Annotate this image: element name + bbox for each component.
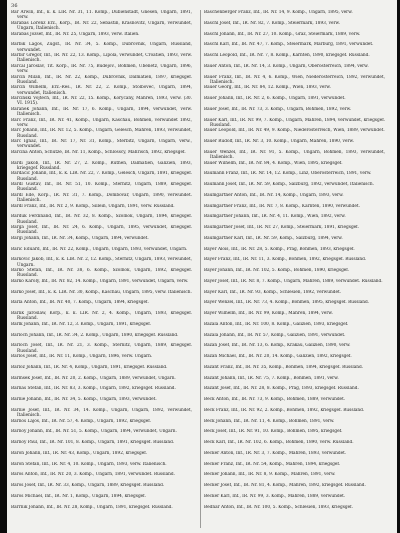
list-entry: Bauer Rudolf, Inf., IR. Nr. 3, 10. Komp., Ungarn, Mähren, 1890, verw.: [204, 139, 354, 144]
list-entry: Bar Arwin, Inf., k. k. LIR. Nr. 31, 11. Komp., Dubienstadt, Gnesen, Ungarn, 1891, verw.: [11, 10, 192, 21]
list-entry: Bazan Michael, Inf., IR. Nr. 20, 14. Komp., Galizien, 1892, kriegsgef.: [204, 354, 352, 359]
list-entry: Barmsek Josef, Inf., IR. Nr. 20, 2. Komp., Ungarn, 1889, verwundet, Ungarn.: [11, 375, 176, 381]
list-entry: Beck Anton, Inf., IR. Nr. 73, 9. Komp., Böhmen, 1889, verwundet.: [204, 397, 346, 402]
list-entry: Bardl Franz, Inf., IR. Nr. 2, 9. Komp., Sillein, Ungarn, 1891, verw. Russland.: [11, 203, 175, 209]
list-entry: Barkó Stefan, Inf., IR. Nr. 38, 6. Komp., Szolnok, Ungarn, 1892, kriegsgef. Russland.: [11, 268, 192, 279]
list-entry: Baschl Karl, Inf., IR. Nr. 47, 7. Komp., Steiermark, Marburg, 1891, verwundet.: [204, 42, 374, 48]
list-entry: Baumgartner Franz, Inf., IR. Nr. 7, 8. Komp., Kärnten, 1890, verwundet.: [204, 203, 360, 209]
list-entry: Barič Eduard, Inf., IR. Nr. 22, Komp., Ungarn, Ungarn, 1893, verwundet, Ungarn.: [11, 246, 188, 252]
list-entry: Barnie Josef, Inf., IR. Nr. 34, 14. Komp., Ungarn, Ungarn, 1892, verwundet, Italienisch.: [11, 407, 192, 419]
list-entry: Barčina Anton, Schütze, IR. Nr. 11, Komp., Schlosscy, Mährisch, 1892, kriegsgef.: [11, 149, 186, 155]
list-entry: Becker Franz, Inf., IR. Nr. 54, Komp., Mähren, 1894, kriegsgef.: [204, 461, 341, 467]
list-entry: Bauer Wenzel, Inf., IR. Nr. 91, 5. Komp., Ungarn, Böhmen, 1893, verwundet, Italienisch.: [204, 149, 385, 161]
list-entry: Barnie Johann, Inf., IR. Nr. 34, 5. Komp., Ungarn, 1893, verwundet.: [11, 397, 157, 402]
list-entry: Bauer Leopold, Inf., IR. Nr. 49, 9. Komp., Niederösterreich, Wien, 1889, verwundet.: [204, 128, 385, 134]
list-entry: Baumgartner Josef, Inf., IR. Nr. 27, Komp., Steiermark, 1891, kriegsgef.: [204, 225, 359, 230]
list-entry: Baumann Franz, Inf., IR. Nr. 14, 12. Komp., Linz, Oberösterreich, 1891, verw.: [204, 171, 372, 177]
list-entry: Bayer Johann, Inf., IR. Nr. 102, 5. Komp., Böhmen, 1890, kriegsgef.: [204, 268, 350, 273]
list-entry: Beck Johann, Inf., IR. Nr. 11, 4. Komp., Böhmen, 1891, verw.: [204, 418, 335, 424]
page-number: 36: [11, 3, 18, 9]
list-entry: Baschl Leopold, Inf., IR. Nr. 7, 8. Komp., Kärnten, 1890, kriegsgef. Russland.: [204, 53, 370, 58]
list-entry: Barlos Josef, Inf., IR. Nr. 11, Komp., Ungarn, 1896, verw. Ungarn.: [11, 354, 153, 359]
list-entry: Barloch Johann, Inf., IR. Nr. 34, 2. Komp., Ungarn, 1890, kriegsgef. Russland.: [11, 332, 179, 338]
list-entry: Beck Josef, Inf., IR. Nr. 91, 10. Komp., Böhmen, 1895, kriegsgef.: [204, 429, 343, 435]
list-entry: Baroš Anton, Inf., IR. Nr. 20, 3. Komp., Ungarn, 1891, verwundet. Russland.: [11, 472, 175, 478]
list-entry: Barduk Ferdinand, Inf., IR. Nr. 32, 8. Komp., Szolnok, Ungarn, 1894, kriegsgef. Russland.: [11, 214, 192, 225]
list-entry: Becker Josef, Inf., IR. Nr. 81, 4. Komp., Mähren, 1892, kriegsgef. Russland.: [204, 483, 366, 488]
list-entry: Bärč Ignaz, Inf., IR. Nr. 17, Nr. 31, Komp., Sterbitz, Ungarn, Ungarn, verw., verwundet.: [11, 139, 192, 150]
list-entry: Barrnik Johann, Inf., IR. Nr. 28, Komp., Ungarn, 1891, kriegsgef. Russland.: [11, 504, 173, 510]
list-entry: Bardl Gustav, Inf., IR. Nr. 51, 10. Komp., Sternitz, Ungarn, 1889, kriegsgef. Russland.: [11, 182, 192, 193]
list-entry: Bargi Johann, Inf., IR. Nr. 34, Komp., Ungarn, 1894, verwundet.: [11, 235, 149, 241]
list-entry: Barčin Wilhelm, Erz.-Res., IR. Nr. 22, 2. Komp., Stolbovec, Ungarn, 1894, verwundet, Italienisch.: [11, 85, 192, 96]
list-entry: Bazant Josef, Inf., IR. Nr. 28, 8. Komp., Prag, 1893, kriegsgef. Russland.: [204, 386, 359, 392]
list-entry: Beck Franz, Inf., IR. Nr. 92, 2. Komp., Böhmen, 1892, kriegsgef. Russland.: [204, 407, 365, 413]
list-entry: Bayer Wenzel, Inf., IR. Nr. 73, 4. Komp., Böhmen, 1895, kriegsgef. Russland.: [204, 300, 370, 306]
list-entry: Bauer Franz, Inf., IR. Nr. 4, 6. Komp., Wien, Niederösterreich, 1892, verwundet, Italienisch.: [204, 74, 385, 85]
list-entry: Barkó Josef, Inf., k. k. LIR. Nr. 30, Komp., Kaschau, Ungarn, 1895, verw. Italienisch.: [11, 289, 192, 295]
list-entry: Bardi Jakob, Inf., IR. Nr. 27, 2. Komp., Ruthen, Dalmatien, Galizien, 1893, kriegsgef. Russland.: [11, 160, 192, 171]
list-entry: Baumgartner Anton, Inf., IR. Nr. 14, Komp., Ungarn, 1893, verw.: [204, 192, 344, 198]
list-entry: Baron Stefan, Inf., IR. Nr. 4, 10. Komp., Ungarn, 1893, verw. Italienisch.: [11, 461, 167, 467]
list-entry: Barlik Jaroslaw, Korp., k. k. LIR. Nr. 2, 4. Komp., Ungarn, 1893, kriegsgef. Russland.: [11, 311, 192, 322]
list-entry: Baroš Michael, Inf., IR. Nr. 1, Komp., Ungarn, 1894, kriegsgef.: [11, 493, 146, 499]
list-entry: Baumann Josef, Inf., IR. Nr. 59, Komp., Salzburg, 1892, verwundet, Italienisch.: [204, 182, 374, 187]
list-entry: Barbik Lagos, Zugsf., IR. Nr. 34, 5. Komp., Dubrovnik, Ungarn, Russland, verwundet.: [11, 42, 192, 53]
list-entry: Barnaš Stefan, Inf., IR. Nr. 83, 3. Komp., Ungarn, 1892, kriegsgef. Russland.: [11, 386, 176, 392]
list-entry: Bárlk Johann, Inf., IR. Nr. 12, 3. Komp., Ungarn, 1891, kriegsgef.: [11, 321, 152, 327]
list-entry: Bauer Anton, Inf., IR. Nr. 14, 3. Komp., Ungarn, Oberösterreich, 1894, verw.: [204, 63, 369, 69]
list-entry: Bärč Johann, Inf., IR. Nr. 12, 5. Komp., Ungarn, Gelesch, Mähren, 1893, verwundet, Russland.: [11, 128, 192, 139]
list-entry: Bardačič Johann, Inf., k. k. LIR. Nr. 22, 7. Komp., Gelesch, Ungarn, 1891, kriegsgef. Russland.: [11, 171, 192, 182]
list-entry: Baroš Josef, Inf., IR. Nr. 33, Komp., Ungarn, 1889, kriegsgef. Russland.: [11, 483, 165, 488]
list-entry: Barloch Josef, Inf., IR. Nr. 21, 3. Komp., Sternitz, Ungarn, 1889, kriegsgef. Russland.: [11, 343, 192, 354]
list-entry: Barnóy Paul, Inf., IR. Nr. 101, 8. Komp., Ungarn, 1891, kriegsgef. Russland.: [11, 440, 175, 445]
column-divider: [200, 10, 201, 528]
list-entry: Barcin Milan, Inf., IR. Nr. 22, Komp., Dubrovnik, Dalmatien, 1897, kriegsgef. Russland.: [11, 74, 192, 85]
list-entry: Barbir Gregor, Inf., IR. Nr. 22, 13. Komp., Lipola, verwundet, Croatien, 1893, verw. Italienisch.: [11, 53, 192, 64]
list-entry: Bazan Josef, Inf., IR. Nr. 13, 6. Komp., Krakau, Galizien, 1890, verw.: [204, 343, 351, 349]
list-entry: Bauer Johann, Inf., IR. Nr. 2, 6. Komp., Ungarn, 1891, verwundet.: [204, 96, 346, 101]
list-entry: Becker Anton, Inf., IR. Nr. 3, 7. Komp., Mähren, 1893, verwundet.: [204, 450, 347, 456]
list-entry: Bardl Ede, Korp., IR. Nr. 31, 7. Komp., Dombovar, Ungarn, 1890, verwundet. Italienisch.: [11, 192, 192, 204]
list-entry: Bazala Anton, Inf., IR. Nr. 100, 8. Komp., Galizien, 1893, kriegsgef.: [204, 321, 349, 327]
list-entry: Baumgartner Johann, Inf., IR. Nr. 4, 11. Komp., Wien, 1892, verw.: [204, 214, 346, 220]
list-entry: Barabás Lorenz Erz., Korp., IR. Nr. 22, Sebastin, Krasnovitz, Ungarn, verwundet, Ungarn, Italienisch.: [11, 20, 192, 32]
list-entry: Bazala Johann, Inf., IR. Nr. 57, Komp., Galizien, 1891, verwundet.: [204, 332, 346, 338]
list-entry: Baumgartner Karl, Inf., IR. Nr. 59, Komp., Salzburg, 1894, verw.: [204, 235, 343, 241]
list-entry: Barčal Jaroslav, Tit. Korp., IR. Nr. 75, Budějov., Böhmen, Ubenetz, Ungarn, 1896, verw.: [11, 63, 192, 75]
list-entry: Bayer Josef, Inf., IR. Nr. 8, 7. Komp., Ungarn, Mähren, 1889, verwundet. Russland.: [204, 278, 383, 284]
list-entry: Baron Johann, Inf., IR. Nr. 43, Komp., Ungarn, 1892, kriegsgef.: [11, 450, 147, 456]
list-entry: Bednar Anton, Inf., IR. Nr. 100, 5. Komp., Schlesien, 1893, kriegsgef.: [204, 504, 353, 510]
list-entry: Baschenberger Franz, Inf., IR. Nr. 14, 9. Komp., Ungarn, 1895, verw.: [204, 10, 353, 15]
list-entry: Bazant Franz, Inf., IR. Nr. 35, Komp., Böhmen, 1894, kriegsgef. Russland.: [204, 364, 364, 370]
list-entry: Barnoš Lajos, Inf., IR. Nr. 57, 4. Komp., Ungarn, 1892, kriegsgef.: [11, 418, 151, 424]
right-column: [204, 10, 385, 515]
list-entry: Bazant Johann, Inf., IR. Nr. 75, 7. Komp., Böhmen, 1891, verw.: [204, 375, 339, 381]
list-entry: Baschl Josef, Inf., IR. Nr. 82, 7. Komp., Steiermark, 1893, verw.: [204, 20, 341, 26]
list-entry: Barloz Johann, Inf., IR. Nr. 4, Komp., Ungarn, 1891, kriegsgef. Russland.: [11, 364, 168, 370]
list-entry: Bayer Franz, Inf., IR. Nr. 11, 3. Komp., Böhmen, 1892, kriegsgef. Russland.: [204, 257, 367, 263]
list-entry: Barčinski Vojtěch, Inf., IR. Nr. 22, 15. Komp., Koryčany, Mähren, 1893, verw. (30. VI. 1915).: [11, 96, 192, 107]
list-entry: Baschl Johann, Inf., IR. Nr. 27, 10. Komp., Graz, Steiermark, 1889, verw.: [204, 31, 361, 37]
left-column: [11, 10, 192, 515]
list-entry: Bárlá Anton, Inf., IR. Nr. 40, 7. Komp., Ungarn, 1894, kriegsgef.: [11, 300, 149, 306]
list-entry: Barga Josef, Inf., IR. Nr. 24, 6. Komp., Ungarn, 1895, verwundet, kriegsgef. Russland.: [11, 225, 192, 236]
list-entry: Bärč Franz, Inf., IR. Nr. 41, Komp., Ungarn, Kaschau, Böhmen, verwundet 1892, verw.: [11, 117, 192, 128]
list-entry: Barkó Károly, Inf., IR. Nr. 82, 14. Komp., Ungarn, 1891, verwundet, Ungarn, verw.: [11, 278, 189, 284]
list-entry: Becker Karl, Inf., IR. Nr. 99, 3. Komp., Mähren, 1889, verwundet.: [204, 493, 346, 499]
list-entry: Baráněk Johann, Inf., IR. Nr. 17, 6. Komp., Ungarn, 1894, verwundet, verw. Italienisch.: [11, 106, 192, 118]
list-entry: Bayer Wilhelm, Inf., IR. Nr. 99, Komp., Mähren, 1894, verw.: [204, 311, 333, 316]
list-entry: Bauer Josef, Inf., IR. Nr. 73, 3. Komp., Ungarn, Böhmen, 1892, verw.: [204, 106, 352, 112]
list-entry: Barkovic Jakob, Inf., k. k. LIR. Nr. 2, 12. Komp., Sternitz, Ungarn, 1893, verwundet, Ungarn.: [11, 257, 192, 268]
list-entry: Bayer Alois, Inf., IR. Nr. 28, 5. Komp., Prag, Böhmen, 1893, kriegsgef.: [204, 246, 355, 252]
document-page: [7, 0, 397, 533]
list-entry: Bauer Georg, Inf., IR. Nr. 84, 12. Komp., Wien, 1893, verw.: [204, 85, 331, 91]
list-entry: Becker Johann, Inf., IR. Nr. 8, 9. Komp., Mähren, 1891, verw.: [204, 472, 336, 478]
list-entry: Barabás Jozsef, Inf., IR. Nr. 25, Ungarn, 1893, verw. Italien.: [11, 31, 140, 37]
list-entry: Beck Karl, Inf., IR. Nr. 102, 6. Komp., Böhmen, 1890, verw. Russland.: [204, 440, 354, 445]
list-entry: Bayer Karl, Inf., IR. Nr. 93, Komp., Schlesien, 1892, verwundet.: [204, 289, 342, 295]
list-entry: Barnóy Johann, Inf., IR. Nr. 51, 5. Komp., Ungarn, 1894, verwundet, Ungarn.: [11, 429, 177, 435]
list-entry: Bauer Wilhelm, Inf., IR. Nr. 84, 4. Komp., Wien, 1895, kriegsgef.: [204, 160, 343, 166]
list-entry: Bauer Karl, Inf., IR. Nr. 99, 7. Komp., Ungarn, Mähren, 1894, verwundet, kriegsgef. Russland.: [204, 117, 385, 128]
